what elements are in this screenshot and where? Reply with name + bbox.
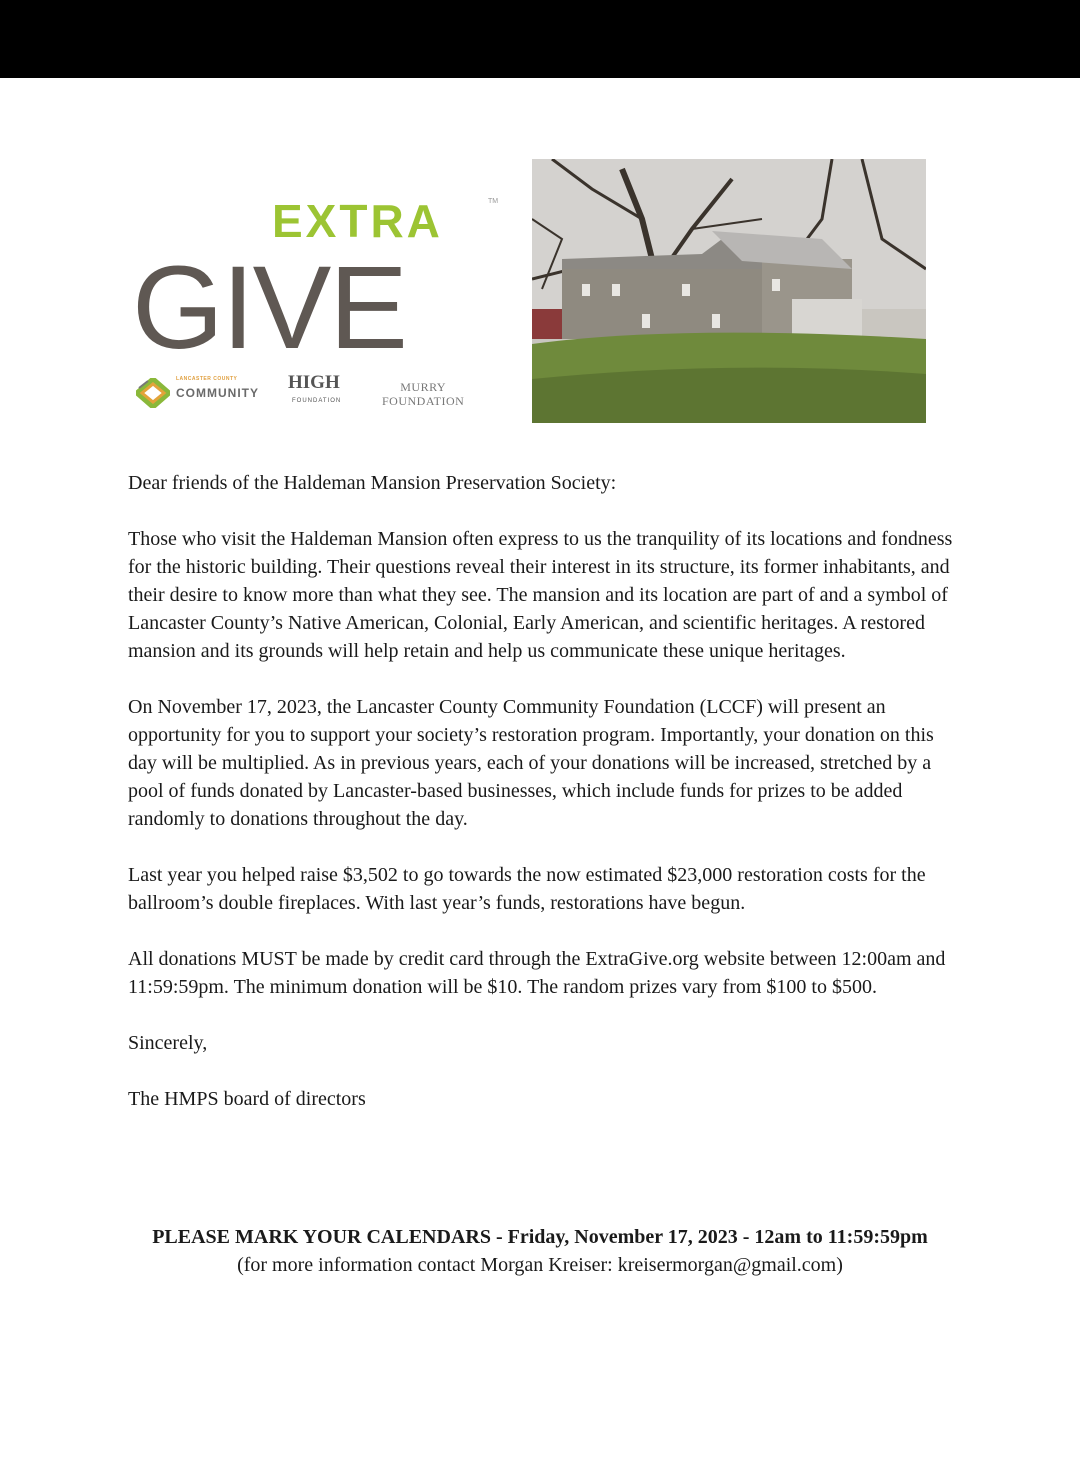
calendar-headline: PLEASE MARK YOUR CALENDARS - Friday, November 17, 2023 - 12am to 11:59:59pm [152,1226,928,1248]
footer [0,1223,1080,1279]
mansion-photo [532,159,926,423]
logo-extra-text: EXTRA [272,195,443,247]
paragraph: Last year you helped raise $3,502 to go towards the now estimated $23,000 restoration costs for the ballroom’s double fireplaces. With last year’s funds, restorations have begun. [128,864,926,914]
sponsor-community: LANCASTER COUNTY COMMUNITY [176,376,259,400]
closing: Sincerely, [128,1032,208,1054]
paragraph: All donations MUST be made by credit card through the ExtraGive.org website between 12:00am and 11:59:59pm. The minimum donation will be $10. The random prizes vary from $100 to $500. [128,948,946,998]
paragraph: On November 17, 2023, the Lancaster County Community Foundation (LCCF) will present an opportunity for you to support your society’s restoration program. Importantly, your donation on this day will be multiplied. As in previous years, each of your donations will be increased, stretched by a pool of funds donated by Lancaster-based businesses, which include funds for prizes to be added randomly to donations throughout the day. [128,696,934,830]
sponsor-logos [136,372,492,416]
contact-info: (for more information contact Morgan Kreiser: kreisermorgan@gmail.com) [237,1254,843,1276]
extra-give-logo [132,196,502,416]
top-black-bar [0,0,1080,78]
salutation: Dear friends of the Haldeman Mansion Preservation Society: [128,472,617,494]
logo-trademark: TM [488,198,499,205]
logo-give-text: GIVE [132,242,406,374]
signature: The HMPS board of directors [128,1088,366,1110]
letter-body [128,469,964,1141]
paragraph: Those who visit the Haldeman Mansion often express to us the tranquility of its locations and fondness for the historic building. Their questions reveal their interest in its structure, its former inhabitants, and their desire to know more than what they see. The mansion and its location are part of and a symbol of Lancaster County’s Native American, Colonial, Early American, and scientific heritages. A restored mansion and its grounds will help retain and help us communicate these unique heritages. [128,528,953,662]
sponsor-murry: MURRY FOUNDATION [382,380,465,408]
community-foundation-icon [136,378,170,408]
sponsor-high: HIGH FOUNDATION [288,372,342,404]
